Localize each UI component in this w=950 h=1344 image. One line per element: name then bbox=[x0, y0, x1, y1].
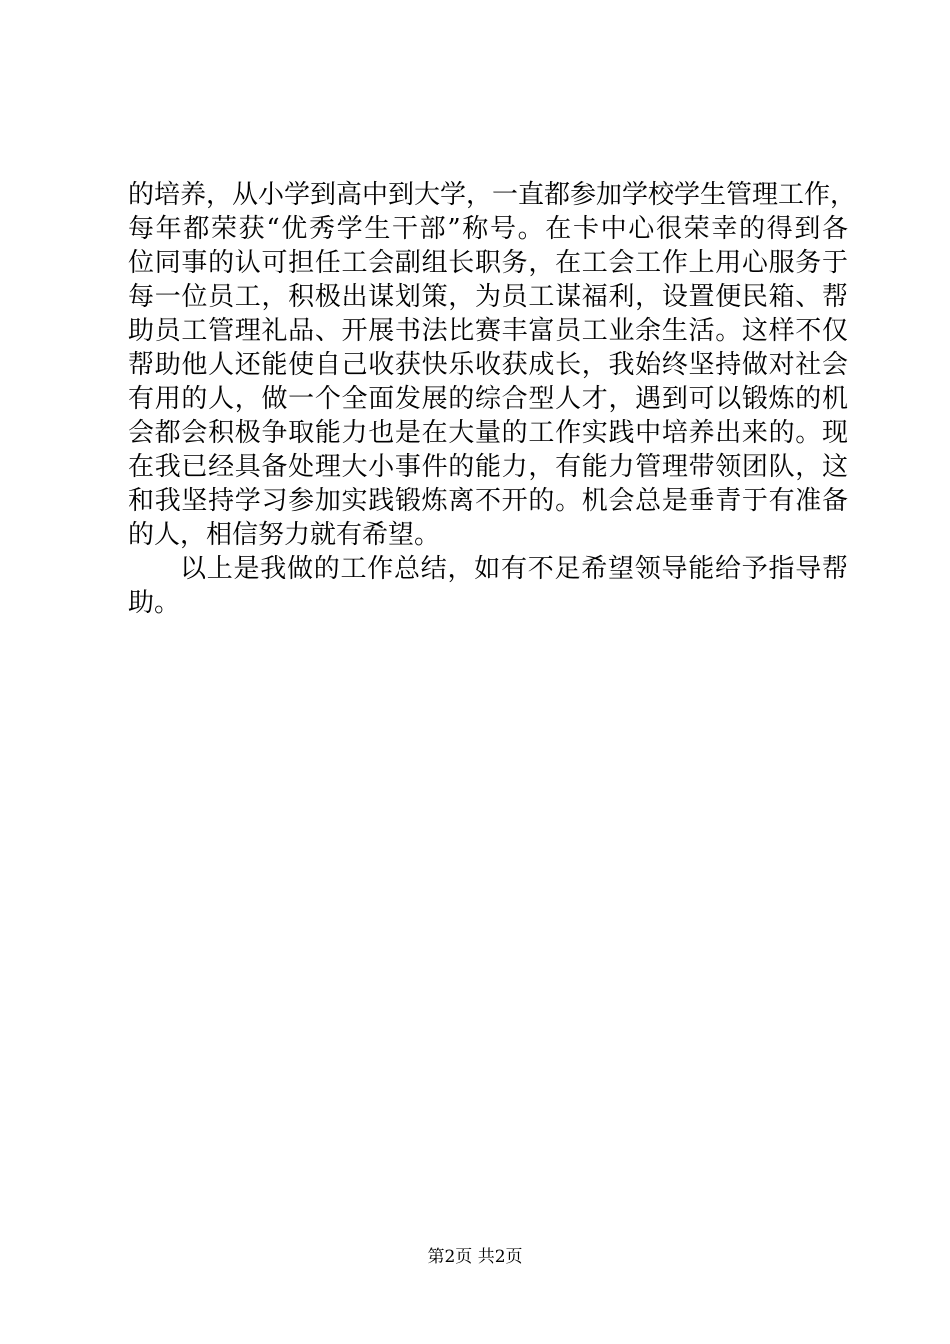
text-line: 助员工管理礼品、开展书法比赛丰富员工业余生活。这样不仅 bbox=[128, 316, 848, 346]
text-line: 和我坚持学习参加实践锻炼离不开的。机会总是垂青于有准备 bbox=[128, 486, 848, 516]
paragraph-2 bbox=[128, 552, 848, 620]
text-line: 的人，相信努力就有希望。 bbox=[128, 520, 441, 550]
text-line: 每年都荣获“优秀学生干部”称号。在卡中心很荣幸的得到各 bbox=[128, 214, 848, 244]
text-line: 位同事的认可担任工会副组长职务，在工会工作上用心服务于 bbox=[128, 248, 848, 278]
document-body bbox=[128, 178, 857, 620]
text-line: 每一位员工，积极出谋划策，为员工谋福利，设置便民箱、帮 bbox=[128, 282, 848, 312]
text-line: 会都会积极争取能力也是在大量的工作实践中培养出来的。现 bbox=[128, 418, 848, 448]
text-line: 在我已经具备处理大小事件的能力，有能力管理带领团队，这 bbox=[128, 452, 848, 482]
text-line: 帮助他人还能使自己收获快乐收获成长，我始终坚持做对社会 bbox=[128, 350, 848, 380]
text-line: 的培养，从小学到高中到大学，一直都参加学校学生管理工作， bbox=[128, 180, 857, 210]
page-number-footer: 第2页 共2页 bbox=[427, 1247, 523, 1267]
text-line: 以上是我做的工作总结，如有不足希望领导能给予指导帮 bbox=[180, 554, 848, 584]
text-line: 有用的人，做一个全面发展的综合型人才，遇到可以锻炼的机 bbox=[128, 384, 848, 414]
text-line: 助。 bbox=[128, 588, 181, 618]
paragraph-1 bbox=[128, 178, 857, 552]
